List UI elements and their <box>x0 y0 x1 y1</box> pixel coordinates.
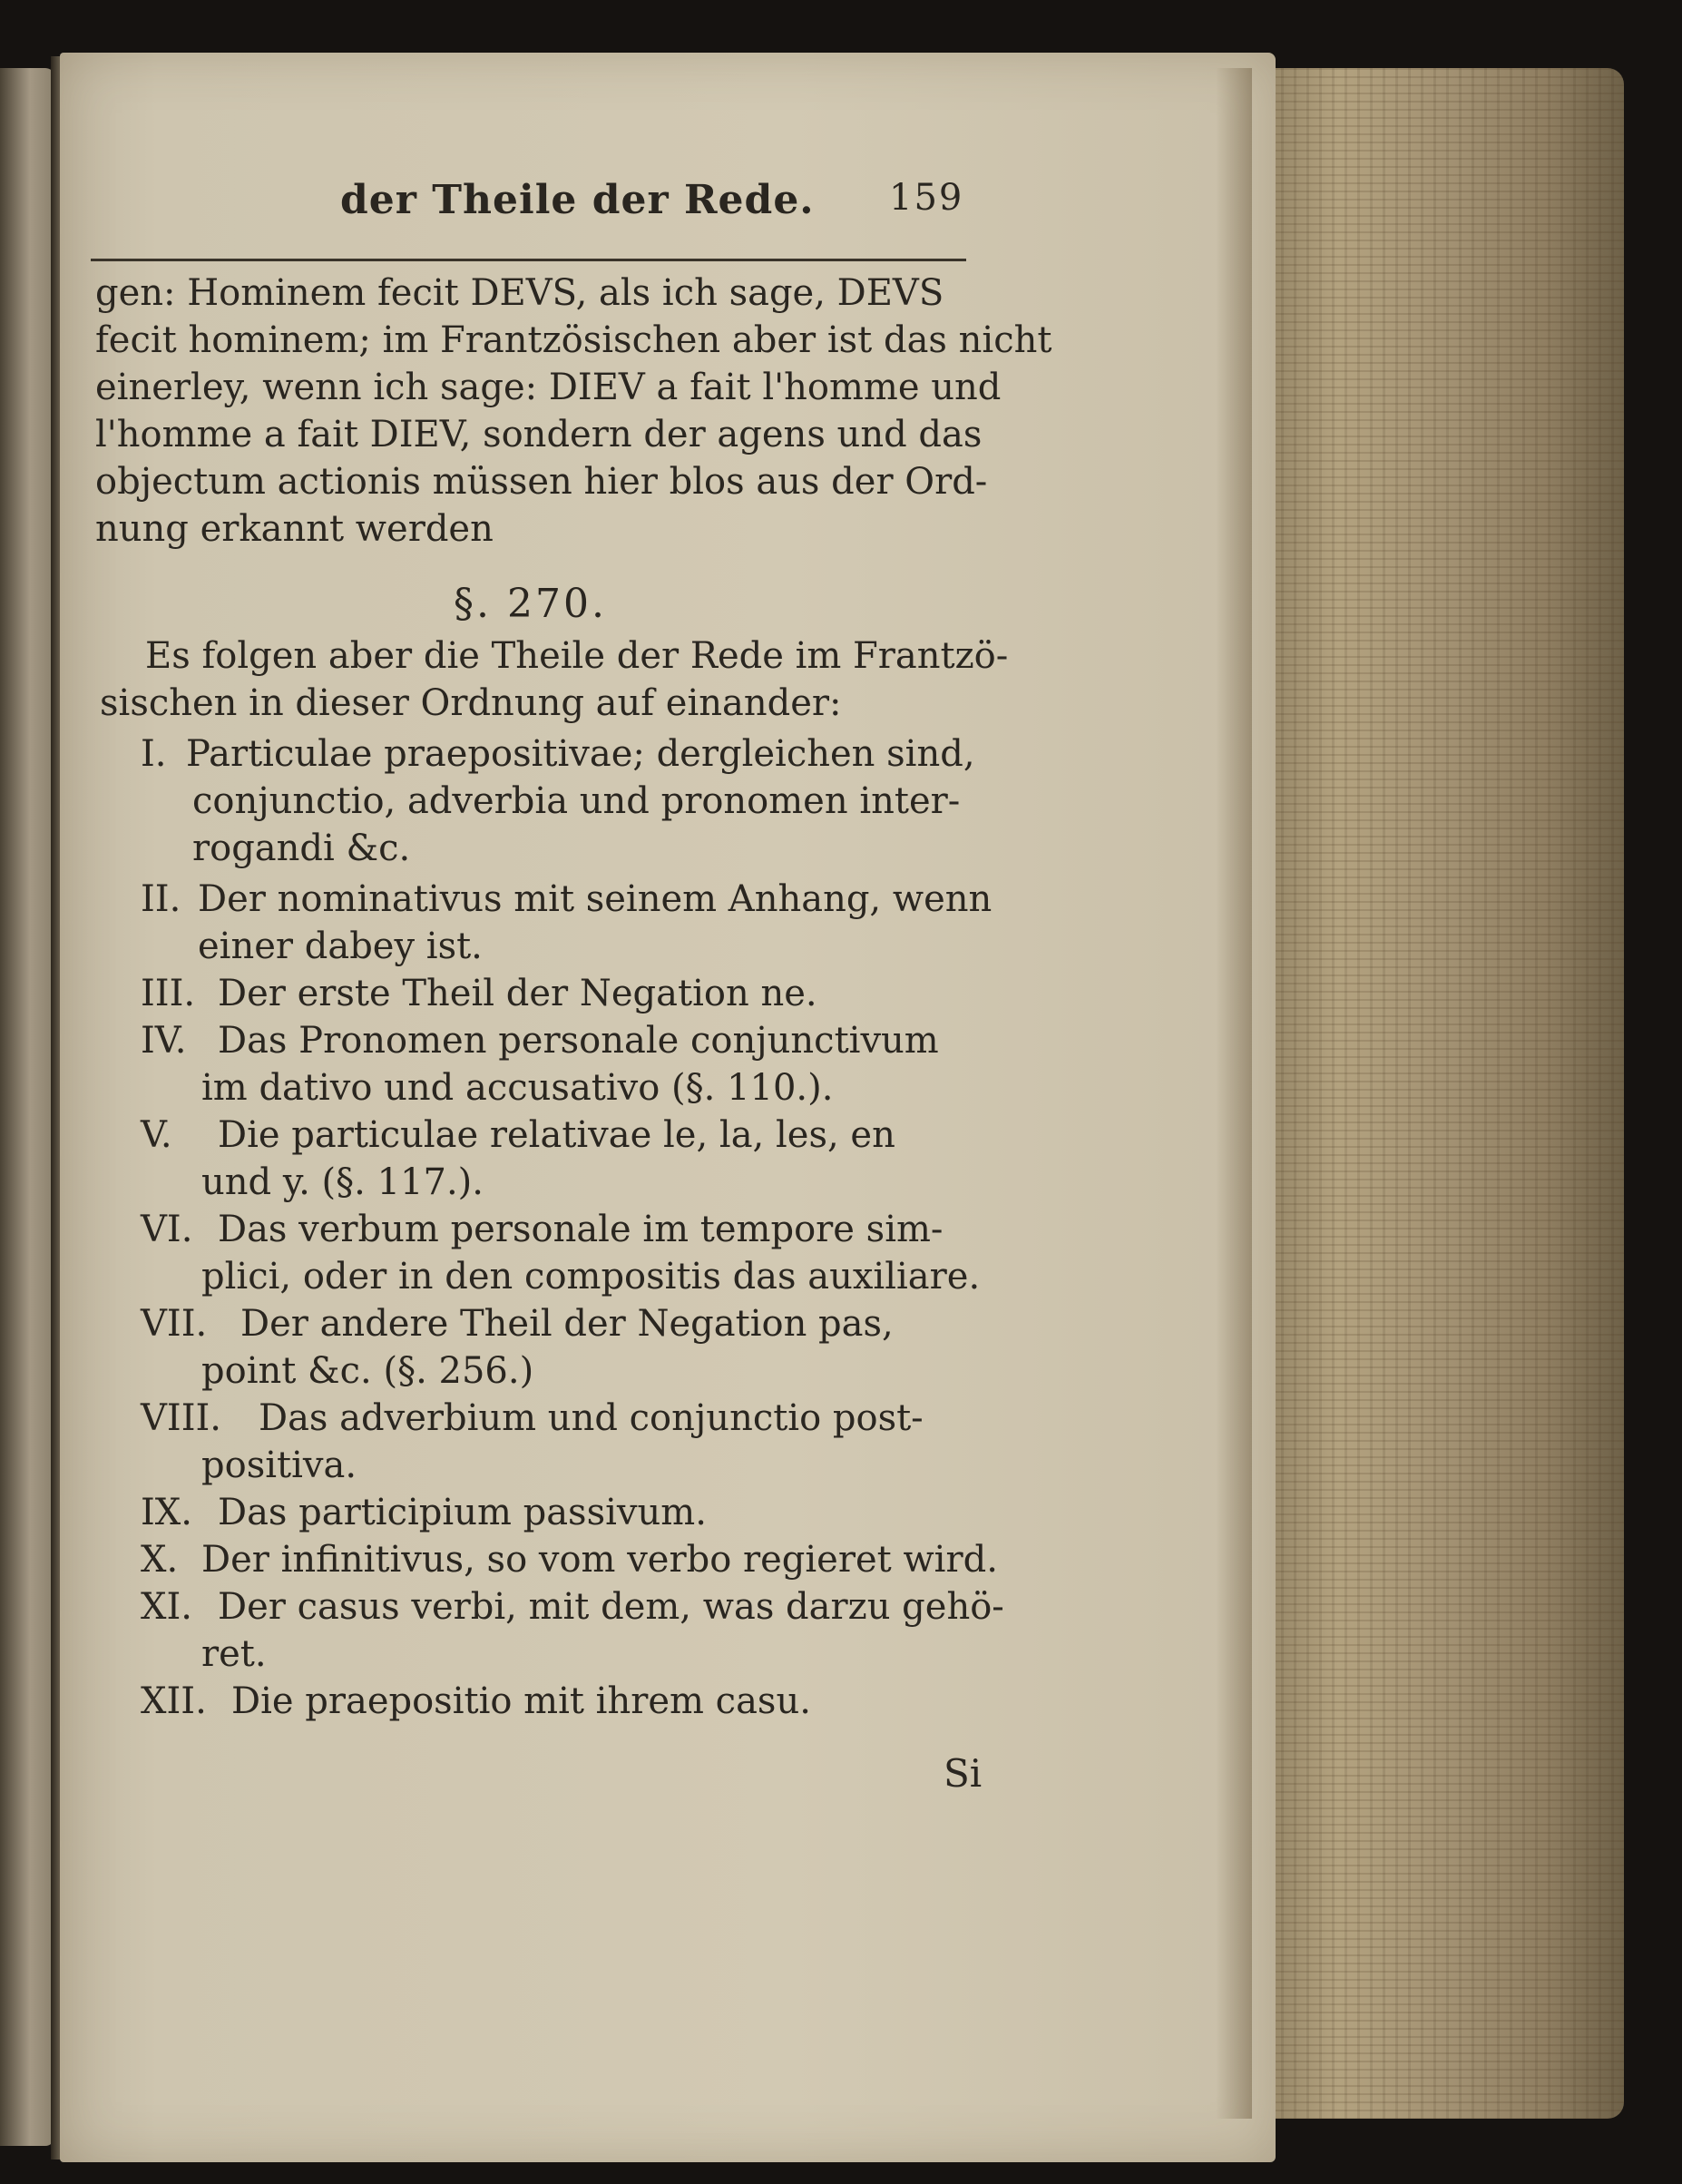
item-number: V. <box>141 1114 172 1156</box>
item-line: Das adverbium und conjunctio post- <box>259 1397 924 1439</box>
item-number: I. <box>141 733 167 775</box>
item-number: VII. <box>141 1303 208 1345</box>
item-line: Particulae praepositivae; dergleichen sind, <box>186 733 975 775</box>
item-line: im dativo und accusativo (§. 110.). <box>201 1067 834 1109</box>
item-line: conjunctio, adverbia und pronomen inter- <box>192 780 961 822</box>
item-line: Der infinitivus, so vom verbo regieret wird. <box>201 1539 998 1581</box>
item-line: Der nominativus mit seinem Anhang, wenn <box>198 878 993 920</box>
item-line: point &c. (§. 256.) <box>201 1350 534 1392</box>
body-line: nung erkannt werden <box>95 508 494 550</box>
intro-line: Es folgen aber die Theile der Rede im Frantzö- <box>145 635 1009 677</box>
page-edge-shadow <box>1216 68 1252 2119</box>
item-line: Das participium passivum. <box>218 1492 707 1533</box>
item-line: Der erste Theil der Negation ne. <box>218 973 817 1014</box>
item-line: plici, oder in den compositis das auxiliare. <box>201 1256 981 1298</box>
item-line: ret. <box>201 1633 267 1675</box>
section-heading: §. 270. <box>454 581 607 627</box>
page-number: 159 <box>889 177 964 219</box>
item-line: Die particulae relativae le, la, les, en <box>218 1114 895 1156</box>
item-line: rogandi &c. <box>192 828 411 869</box>
body-line: fecit hominem; im Frantzösischen aber ist das nicht <box>95 319 1052 361</box>
item-line: Der andere Theil der Negation pas, <box>240 1303 894 1345</box>
item-line: Die praepositio mit ihrem casu. <box>231 1680 811 1722</box>
item-number: XII. <box>141 1680 207 1722</box>
body-line: objectum actionis müssen hier blos aus der Ord- <box>95 461 988 503</box>
intro-line: sischen in dieser Ordnung auf einander: <box>100 682 842 724</box>
body-line: l'homme a fait DIEV, sondern der agens und das <box>95 414 983 455</box>
running-header-title: der Theile der Rede. <box>340 177 815 223</box>
page-block-edges <box>1243 68 1624 2119</box>
item-line: Das verbum personale im tempore sim- <box>218 1209 944 1250</box>
body-line: gen: Hominem fecit DEVS, als ich sage, DEVS <box>95 272 944 314</box>
item-number: III. <box>141 973 196 1014</box>
header-rule <box>91 259 966 261</box>
item-line: Der casus verbi, mit dem, was darzu gehö- <box>218 1586 1004 1628</box>
item-line: und y. (§. 117.). <box>201 1161 484 1203</box>
catchword: Si <box>944 1751 983 1796</box>
item-number: VI. <box>141 1209 193 1250</box>
body-line: einerley, wenn ich sage: DIEV a fait l'homme und <box>95 367 1002 408</box>
item-line: Das Pronomen personale conjunctivum <box>218 1020 939 1062</box>
item-number: II. <box>141 878 181 920</box>
facing-page-edge <box>0 68 54 2146</box>
item-line: positiva. <box>201 1445 357 1486</box>
item-line: einer dabey ist. <box>198 926 483 967</box>
item-number: IX. <box>141 1492 192 1533</box>
item-number: XI. <box>141 1586 192 1628</box>
item-number: VIII. <box>141 1397 222 1439</box>
item-number: IV. <box>141 1020 187 1062</box>
item-number: X. <box>141 1539 179 1581</box>
